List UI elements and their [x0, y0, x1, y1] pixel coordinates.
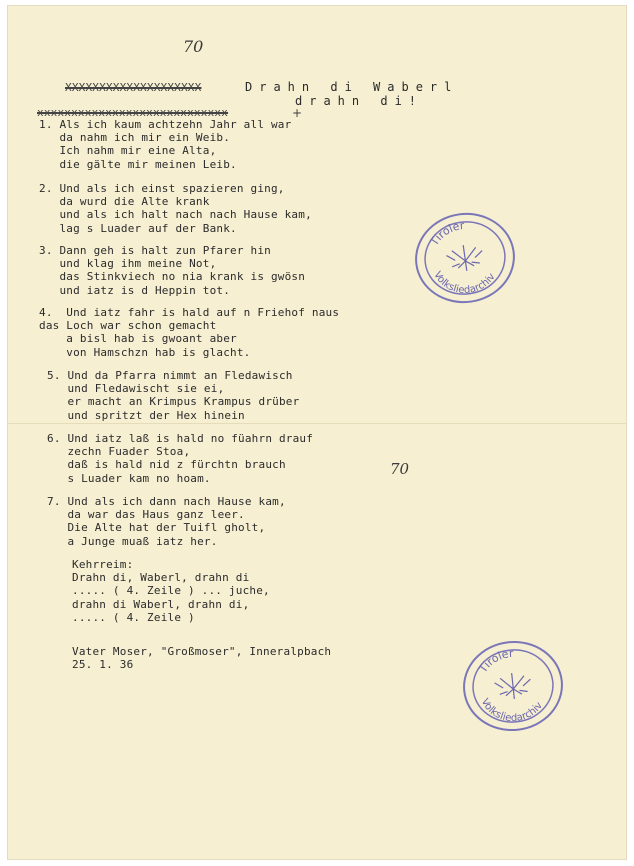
stanza-5: 5. Und da Pfarra nimmt an Fledawisch und Fledawischt sie ei, er macht an Krimpus Krampus drüber und spritzt der Hex hinein: [47, 369, 300, 422]
stanza-1: 1. Als ich kaum achtzehn Jahr all war da nahm ich mir ein Weib. Ich nahm mir eine Alta, die gälte mir meinen Leib.: [39, 118, 292, 171]
insertion-mark: +: [292, 106, 303, 120]
stanza-4: 4. Und iatz fahr is hald auf n Friehof naus das Loch war schon gemacht a bisl hab is gwoant aber von Hamschzn hab is glacht.: [39, 306, 340, 359]
song-title: Drahn di Waberl: [245, 80, 459, 94]
stanza-3: 3. Dann geh is halt zun Pfarer hin und klag ihm meine Not, das Stinkviech no nia krank is gwösn und iatz is d Heppin tot.: [39, 244, 306, 297]
archive-stamp-2: [459, 636, 568, 736]
stanza-6: 6. Und iatz laß is hald no füahrn drauf zechn Fuader Stoa, daß is hald nid z fürchtn brauch s Luader kam no hoam.: [47, 432, 314, 485]
refrain: Kehrreim: Drahn di, Waberl, drahn di ..... ( 4. Zeile ) ... juche, drahn di Waberl, drahn di, ..... ( 4. Zeile ): [72, 558, 270, 624]
svg-text:Tiroler: Tiroler: [476, 646, 514, 676]
stanza-7: 7. Und als ich dann nach Hause kam, da war das Haus ganz leer. Die Alte hat der Tuifl gholt, a Junge muaß iatz her.: [47, 495, 286, 548]
document-page: [7, 5, 627, 860]
svg-text:Tiroler: Tiroler: [427, 218, 465, 248]
svg-text:Volksliedarchiv: Volksliedarchiv: [431, 269, 498, 297]
side-number-handwritten: 70: [390, 460, 410, 478]
stanza-2: 2. Und als ich einst spazieren ging, da wurd die Alte krank und als ich halt nach nach Hause kam, lag s Luader auf der Bank.: [39, 182, 312, 235]
archive-stamp-1: [409, 206, 521, 309]
song-title-2: drahn di!: [295, 94, 424, 108]
paper-fold-line: [7, 423, 627, 424]
source-note: Vater Moser, "Großmoser", Inneralpbach 25. 1. 36: [72, 645, 332, 672]
svg-text:Volksliedarchiv: Volksliedarchiv: [478, 696, 545, 725]
page-number-handwritten: 70: [183, 37, 204, 56]
struck-title: XXXXXXXXXXXXXXXXXXXX: [65, 81, 202, 94]
struck-subtitle: xxxxxxxxxxxxxxxxxxxxxxxxxxxx: [37, 106, 229, 119]
